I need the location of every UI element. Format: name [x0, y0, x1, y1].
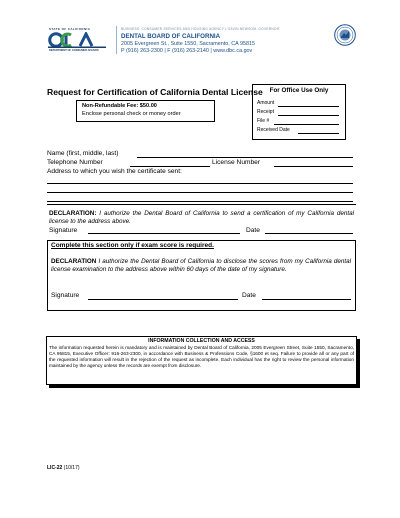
office-field-received-date: Received Date: [257, 127, 290, 133]
form-title: Request for Certification of California Dental License: [47, 87, 263, 97]
office-field-amount: Amount: [257, 100, 275, 106]
board-name: DENTAL BOARD OF CALIFORNIA: [121, 33, 221, 40]
office-receipt-line[interactable]: [278, 115, 339, 116]
board-address: 2005 Evergreen St., Suite 1550, Sacramento, CA 95815: [121, 41, 255, 47]
name-field[interactable]: [137, 157, 353, 158]
signature-1-label: Signature: [49, 227, 78, 234]
signature-1-field[interactable]: [88, 233, 240, 234]
board-contact: P (916) 263-2300 | F (916) 263-2140 | www.dbc.ca.gov: [121, 48, 253, 54]
name-label: Name (first, middle, last): [47, 150, 119, 157]
state-seal-icon: [334, 24, 356, 46]
exam-section-heading: Complete this section only if exam score is required.: [51, 242, 214, 249]
fee-label: Non-Refundable Fee: $50.00: [82, 103, 157, 109]
license-number-field[interactable]: [274, 166, 353, 167]
address-label: Address to which you wish the certificate sent:: [47, 168, 182, 175]
signature-2-label: Signature: [51, 292, 80, 299]
telephone-field[interactable]: [130, 166, 210, 167]
telephone-label: Telephone Number: [47, 159, 103, 166]
office-use-title: For Office Use Only: [269, 87, 329, 94]
exam-score-section: [47, 240, 356, 311]
signature-2-field[interactable]: [88, 299, 238, 300]
license-number-label: License Number: [212, 159, 261, 166]
dca-logo-icon: [48, 32, 106, 48]
office-field-file: File #: [257, 118, 270, 124]
form-id: [47, 465, 80, 471]
info-body: The information requested herein is mandatory and is maintained by Dental Board of California, 2005 Evergreen Street, Suite 1550, Sacramento, CA 95815, Executive Officer: 916-263-2300, in accordance with Business & Professions Code, §1600 et seq. Failure to provide all or any part of the requested information will result in the rejection of the request as incomplete. Each individual has the right to review the personal information maintained by the agency unless the records are exempt from disclosure.: [49, 345, 354, 369]
date-2-field[interactable]: [262, 299, 351, 300]
date-1-label: Date: [246, 227, 260, 234]
logo-department-text: DEPARTMENT OF CONSUMER AFFAIRS: [49, 49, 99, 52]
declaration-2-lead: DECLARATION: [51, 258, 97, 265]
date-1-field[interactable]: [265, 233, 353, 234]
address-line-1[interactable]: [47, 183, 353, 184]
info-title: INFORMATION COLLECTION AND ACCESS: [148, 338, 255, 344]
fee-note: Enclose personal check or money order: [82, 111, 181, 117]
address-line-2[interactable]: [47, 192, 353, 193]
address-line-3[interactable]: [47, 201, 353, 202]
declaration-1-text: [49, 210, 354, 226]
declaration-2-text: [51, 258, 351, 274]
declaration-1-lead: DECLARATION:: [49, 210, 97, 217]
office-field-receipt: Receipt: [257, 109, 274, 115]
declaration-2-body: I authorize the Dental Board of California to disclose the scores from my California dental license examination to the address above within 60 days of the date of my signature.: [51, 258, 351, 273]
office-amount-line[interactable]: [278, 106, 339, 107]
agency-line: BUSINESS, CONSUMER SERVICES AND HOUSING AGENCY • GAVIN NEWSOM, GOVERNOR: [121, 27, 280, 31]
form-revision: (10/17): [63, 465, 80, 471]
form-number: LIC-22: [47, 465, 63, 471]
office-received-date-line[interactable]: [298, 133, 339, 134]
office-file-line[interactable]: [274, 124, 339, 125]
date-2-label: Date: [242, 292, 256, 299]
header-divider: [116, 26, 117, 54]
declaration-1-body: I authorize the Dental Board of California to send a certification of my California dental license to the address above.: [49, 210, 354, 225]
logo-state-text: STATE OF CALIFORNIA: [49, 27, 91, 31]
